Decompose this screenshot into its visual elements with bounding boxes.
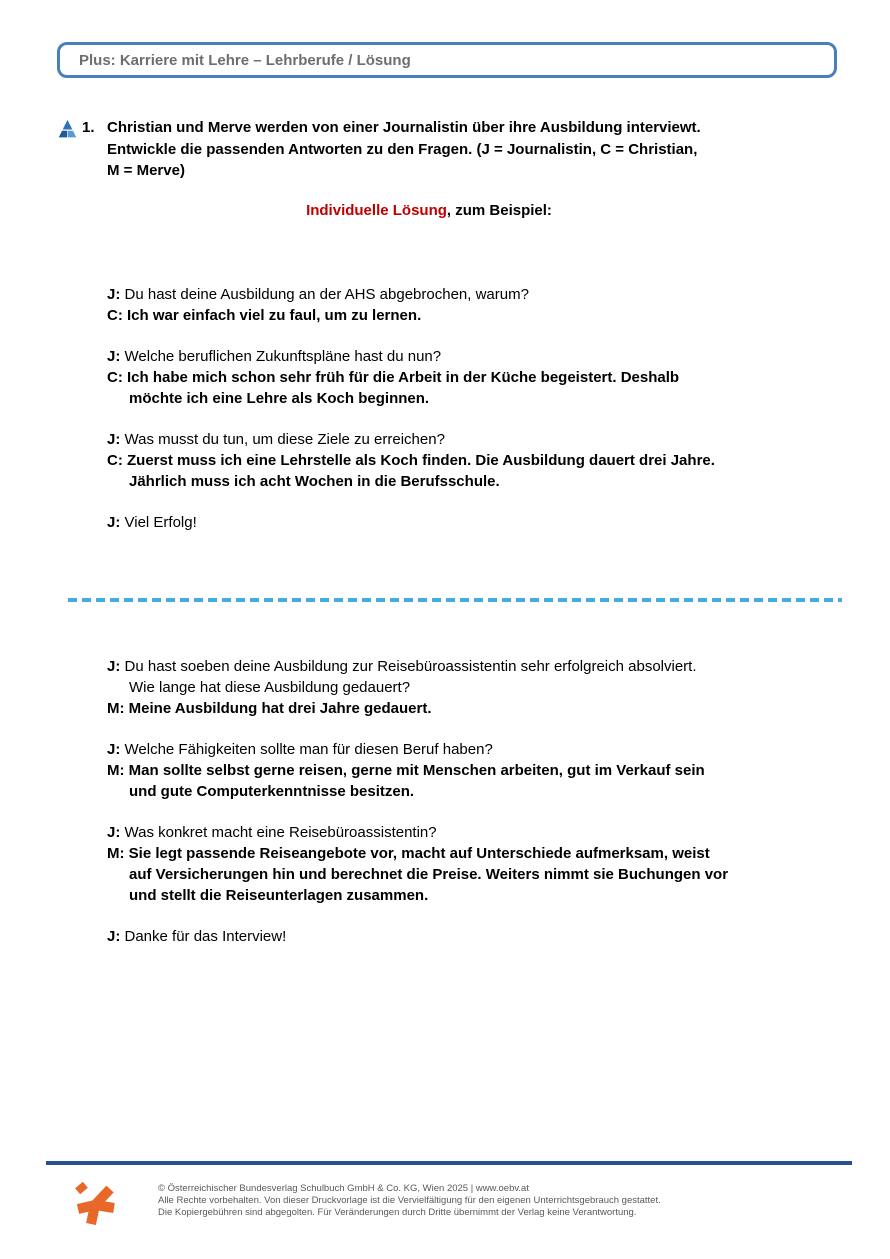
dialog-text-line: M: Sie legt passende Reiseangebote vor, macht auf Unterschiede aufmerksam, weist [107, 845, 710, 862]
speaker-label: J: [107, 824, 121, 841]
dialog-text-line: Jährlich muss ich acht Wochen in die Berufsschule. [129, 473, 500, 490]
dialog-text-line: und gute Computerkenntnisse besitzen. [129, 783, 415, 800]
dialog-utterance [107, 926, 867, 947]
dialog-text-line: J: Welche beruflichen Zukunftspläne hast du nun? [107, 348, 442, 365]
copyright-line: Die Kopiergebühren sind abgegolten. Für Veränderungen durch Dritte übernimmt der Verlag keine Verantwortung. [158, 1207, 637, 1218]
speaker-label: J: [107, 658, 121, 675]
dialog-utterance [107, 512, 867, 533]
speaker-label: J: [107, 431, 121, 448]
solution-note-rest: , zum Beispiel: [446, 202, 552, 219]
speaker-label: C: [107, 452, 123, 469]
dialog-utterance [107, 822, 867, 843]
dialog-utterance [107, 305, 867, 326]
oebv-logo-icon [74, 1180, 118, 1226]
dialog-utterance [107, 739, 867, 760]
dialog-text-line: J: Was konkret macht eine Reisebüroassistentin? [107, 824, 437, 841]
dialog-text-line: J: Was musst du tun, um diese Ziele zu erreichen? [107, 431, 445, 448]
speaker-label: M: [107, 762, 125, 779]
dialog-text-line: C: Ich habe mich schon sehr früh für die Arbeit in der Küche begeistert. Deshalb [107, 369, 680, 386]
dialog-exchange [107, 429, 867, 492]
task-1 [57, 117, 857, 182]
speaker-label: M: [107, 700, 125, 717]
dialog-text-line: Wie lange hat diese Ausbildung gedauert? [129, 679, 411, 696]
speaker-label: J: [107, 514, 121, 531]
interview-christian [107, 284, 867, 533]
dialog-utterance [107, 367, 867, 409]
copyright-line: Alle Rechte vorbehalten. Von dieser Druckvorlage ist die Vervielfältigung für den eigenen Unterrichtsgebrauch gestattet. [158, 1195, 661, 1206]
copyright-text [158, 1183, 661, 1219]
footer-rule [46, 1161, 852, 1165]
dialog-text-line: und stellt die Reiseunterlagen zusammen. [129, 887, 429, 904]
speaker-label: J: [107, 348, 121, 365]
speaker-label: J: [107, 286, 121, 303]
dialog-utterance [107, 656, 867, 698]
dialog-exchange [107, 739, 867, 802]
speaker-label: J: [107, 928, 121, 945]
dialog-text-line: M: Meine Ausbildung hat drei Jahre gedauert. [107, 700, 432, 717]
page-title: Plus: Karriere mit Lehre – Lehrberufe / Lösung [79, 51, 411, 69]
dialog-text-line: M: Man sollte selbst gerne reisen, gerne mit Menschen arbeiten, gut im Verkauf sein [107, 762, 705, 779]
dialog-text-line: J: Du hast deine Ausbildung an der AHS abgebrochen, warum? [107, 286, 529, 303]
dialog-text-line: möchte ich eine Lehre als Koch beginnen. [129, 390, 430, 407]
dialog-exchange [107, 284, 867, 326]
dashed-divider [68, 598, 842, 602]
dialog-text-line: C: Ich war einfach viel zu faul, um zu lernen. [107, 307, 422, 324]
dialog-utterance [107, 843, 867, 906]
dialog-text-line: J: Viel Erfolg! [107, 514, 197, 531]
dialog-utterance [107, 346, 867, 367]
dialog-utterance [107, 450, 867, 492]
dialog-text-line: J: Du hast soeben deine Ausbildung zur Reisebüroassistentin sehr erfolgreich absolviert. [107, 658, 697, 675]
dialog-text-line: auf Versicherungen hin und berechnet die Preise. Weiters nimmt sie Buchungen vor [129, 866, 729, 883]
dialog-utterance [107, 429, 867, 450]
dialog-exchange [107, 822, 867, 906]
dialog-text-line: C: Zuerst muss ich eine Lehrstelle als Koch finden. Die Ausbildung dauert drei Jahre. [107, 452, 715, 469]
dialog-exchange [107, 512, 867, 533]
dialog-utterance [107, 760, 867, 802]
dialog-exchange [107, 656, 867, 719]
copyright-line: © Österreichischer Bundesverlag Schulbuch GmbH & Co. KG, Wien 2025 | www.oebv.at [158, 1183, 529, 1194]
solution-note [0, 202, 858, 219]
task-text [107, 117, 701, 182]
task-text-line: Entwickle die passenden Antworten zu den Fragen. (J = Journalistin, C = Christian, [107, 140, 698, 158]
interview-merve [107, 656, 867, 947]
dialog-exchange [107, 926, 867, 947]
task-text-line: Christian und Merve werden von einer Journalistin über ihre Ausbildung interviewt. [107, 119, 701, 136]
speaker-label: C: [107, 307, 123, 324]
worksheet-header [57, 42, 837, 78]
task-marker-triangle-icon [57, 119, 78, 139]
speaker-label: J: [107, 741, 121, 758]
dialog-utterance [107, 698, 867, 719]
dialog-text-line: J: Danke für das Interview! [107, 928, 287, 945]
task-number: 1. [82, 119, 95, 136]
solution-note-highlight: Individuelle Lösung [306, 202, 447, 219]
task-text-line: M = Merve) [107, 162, 185, 179]
speaker-label: C: [107, 369, 123, 386]
dialog-text-line: J: Welche Fähigkeiten sollte man für diesen Beruf haben? [107, 741, 493, 758]
dialog-utterance [107, 284, 867, 305]
dialog-exchange [107, 346, 867, 409]
speaker-label: M: [107, 845, 125, 862]
